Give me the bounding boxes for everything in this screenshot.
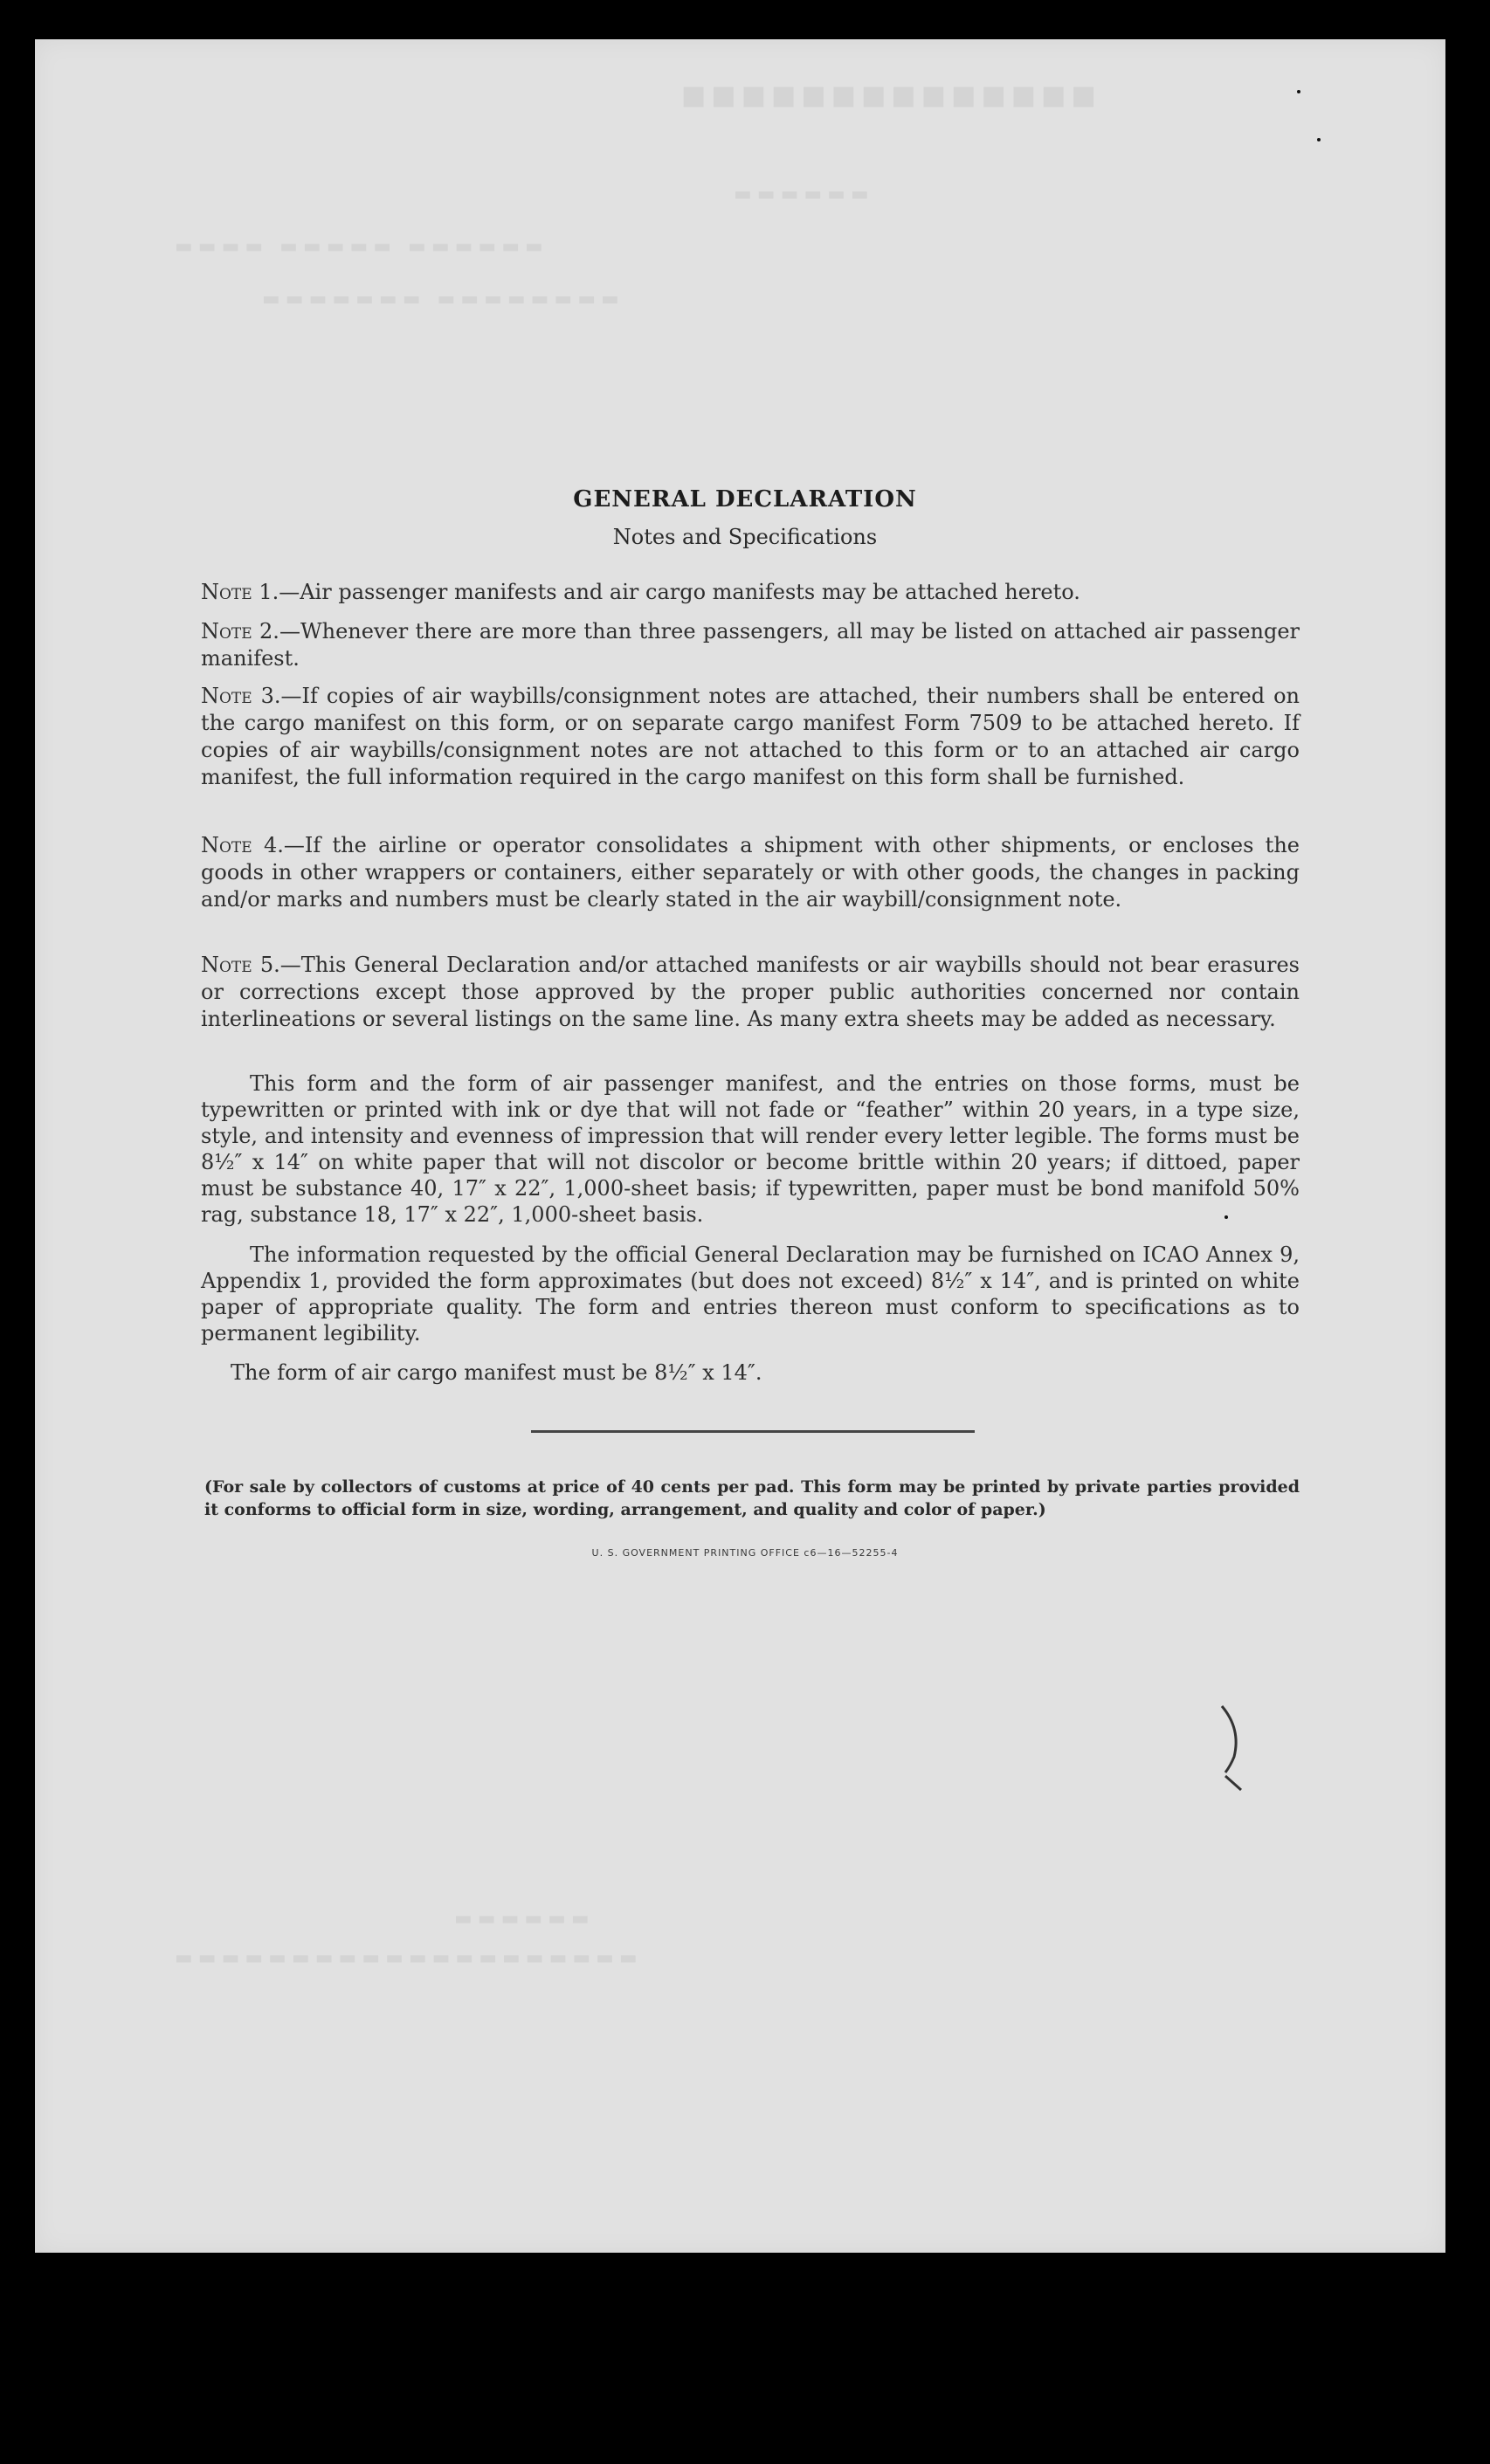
note-text: —If the airline or operator consolidates a shipment with other shipments, or encloses the goods in other wrappers or containers, either separately or with other goods, the changes in packing and/or marks and numbers must be clearly stated in the air waybill/consignment note. — [201, 833, 1300, 912]
note-label: Note 4. — [201, 833, 284, 857]
note-text: —Whenever there are more than three passengers, all may be listed on attached air passenger manifest. — [201, 619, 1300, 671]
note-4 — [201, 832, 1300, 913]
bleed-through-line: ▬▬▬▬ ▬▬▬▬▬ ▬▬▬▬▬▬ — [175, 236, 548, 258]
note-label: Note 5. — [201, 953, 280, 977]
page-subtitle: Notes and Specifications — [612, 525, 878, 549]
note-2 — [201, 618, 1300, 672]
paragraph-icao-annex: The information requested by the official General Declaration may be furnished on ICAO Annex 9, Appendix 1, provided the form approximates (but does not exceed) 8½″ x 14″, and is printed on white paper of appropriate quality. The form and entries thereon must conform to specifications as to permanent legibility. — [201, 1242, 1300, 1346]
pencil-bracket-mark — [1218, 1703, 1253, 1799]
note-label: Note 2. — [201, 619, 279, 644]
bleed-through-heading: ■■■■■■■■■■■■■■ — [681, 80, 1101, 111]
page-title: GENERAL DECLARATION — [573, 486, 917, 513]
paragraph-cargo-manifest-size: The form of air cargo manifest must be 8½″ x 14″. — [231, 1360, 762, 1385]
bleed-through-line: ▬▬▬▬▬▬ — [454, 1908, 595, 1930]
paragraph-form-requirements: This form and the form of air passenger manifest, and the entries on those forms, must be typewritten or printed with ink or dye that will not fade or “feather” within 20 years, in a type size, style, and intensity and evenness of impression that will render every letter legible. The forms must be 8½″ x 14″ on white paper that will not discolor or become brittle within 20 years; if dittoed, paper must be substance 40, 17″ x 22″, 1,000-sheet basis; if typewritten, paper must be bond manifold 50% rag, substance 18, 17″ x 22″, 1,000-sheet basis. — [201, 1071, 1300, 1227]
printer-imprint: U. S. GOVERNMENT PRINTING OFFICE c6—16—52255-4 — [591, 1547, 899, 1559]
divider-rule — [531, 1430, 975, 1433]
note-3 — [201, 683, 1300, 791]
note-label: Note 1. — [201, 580, 279, 604]
sale-notice: (For sale by collectors of customs at price of 40 cents per pad. This form may be printed by private parties provided it conforms to official form in size, wording, arrangement, and quality and color of paper.) — [204, 1477, 1300, 1519]
bleed-through-line: ▬▬▬▬▬▬▬▬▬▬▬▬▬▬▬▬▬▬▬▬ — [175, 1947, 643, 1969]
note-text: —Air passenger manifests and air cargo manifests may be attached hereto. — [279, 580, 1080, 604]
note-5 — [201, 952, 1300, 1033]
note-label: Note 3. — [201, 684, 281, 708]
speck-mark — [1224, 1215, 1228, 1219]
note-1 — [201, 579, 1300, 606]
note-text: —This General Declaration and/or attached manifests or air waybills should not bear erasures or corrections except those approved by the proper public authorities concerned nor contain interlineations or several listings on the same line. As many extra sheets may be added as necessary. — [201, 953, 1300, 1031]
bleed-through-line: ▬▬▬▬▬▬▬ ▬▬▬▬▬▬▬▬ — [262, 288, 624, 310]
bleed-through-line: ▬▬▬▬▬▬ — [734, 183, 874, 205]
speck-mark — [1297, 90, 1300, 93]
speck-mark — [1317, 138, 1321, 141]
note-text: —If copies of air waybills/consignment notes are attached, their numbers shall be entered on the cargo manifest on this form, or on separate cargo manifest Form 7509 to be attached hereto. If copies of air waybills/consignment notes are not attached to this form or to an attached air cargo manifest, the full information required in the cargo manifest on this form shall be furnished. — [201, 684, 1300, 789]
